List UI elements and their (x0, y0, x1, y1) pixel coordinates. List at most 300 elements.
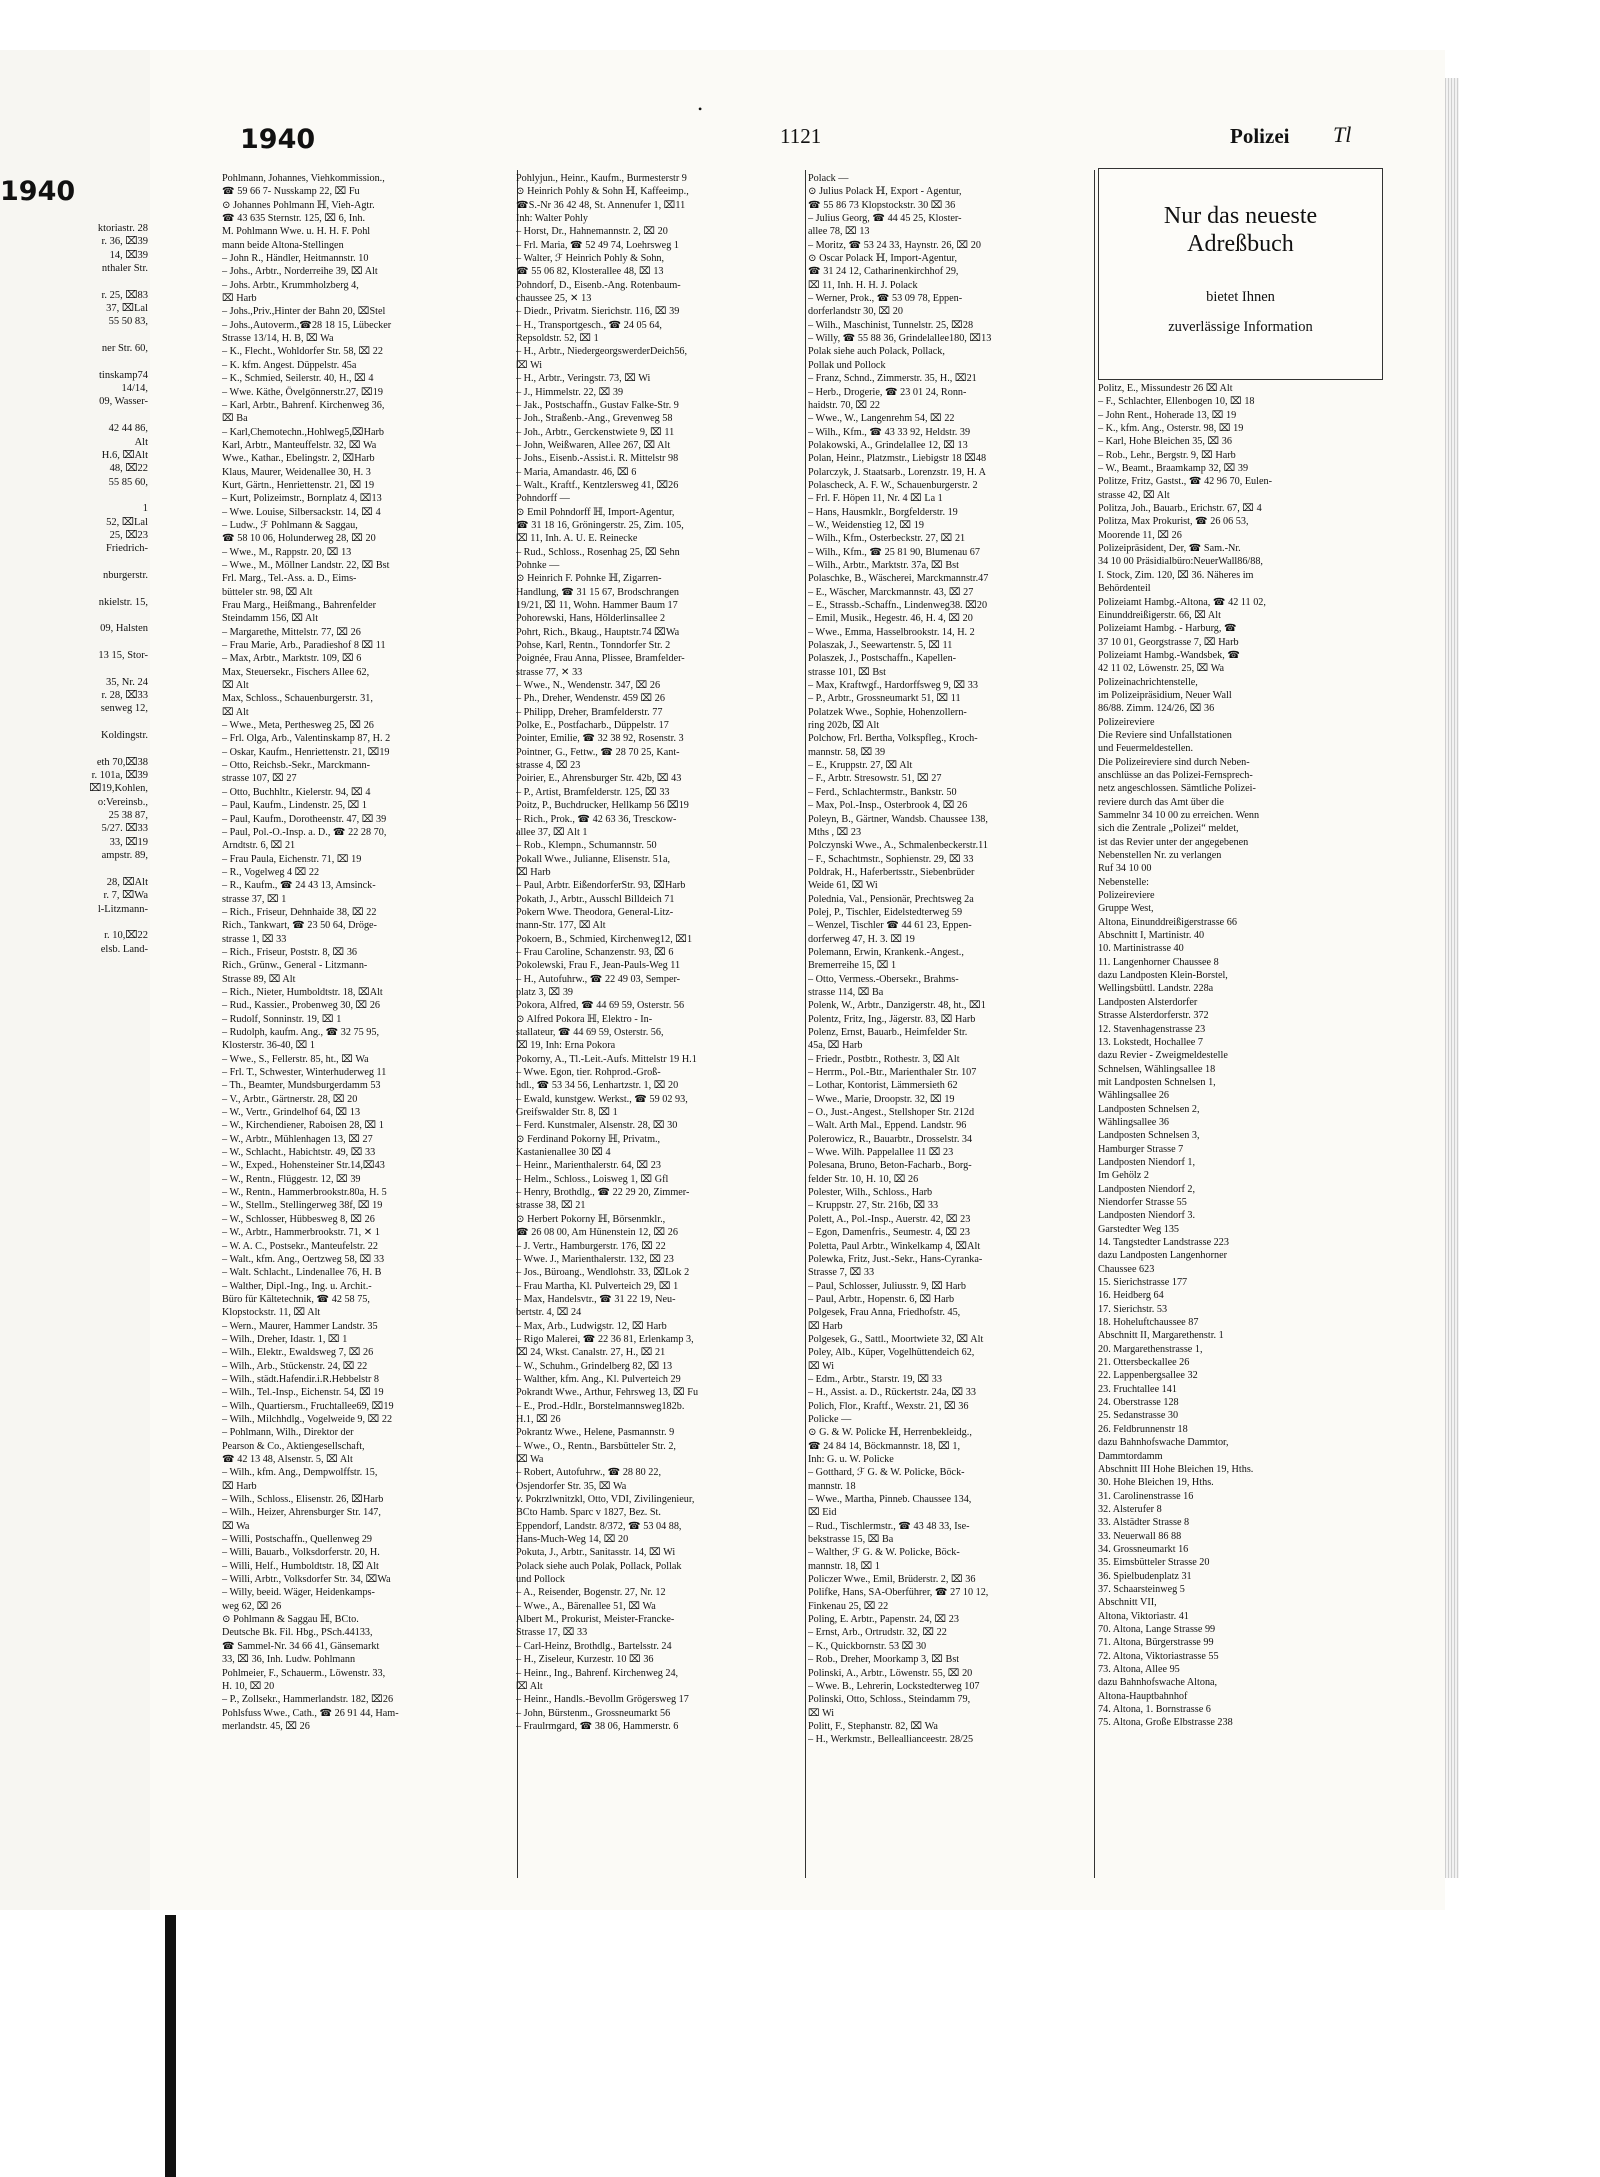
directory-entry: Polaszak, J., Seewartenstr. 5, ⌧ 11 (808, 640, 953, 652)
directory-entry: reviere durch das Amt über die (1098, 796, 1224, 808)
directory-entry: 18. Hoheluftchaussee 87 (1098, 1317, 1199, 1329)
directory-entry: 22. Lappenbergsallee 32 (1098, 1370, 1198, 1382)
directory-entry: dorferweg 47, H. 3. ⌧ 19 (808, 933, 915, 945)
directory-entry: – Paul, Arbtr. EißendorferStr. 93, ⌧Harb (516, 880, 686, 892)
directory-entry: – Diedr., Privatm. Sierichstr. 116, ⌧ 39 (516, 306, 680, 318)
directory-entry: – Wilh., Schloss., Elisenstr. 26, ⌧Harb (222, 1494, 384, 1506)
directory-entry: ⌧ Wa (222, 1520, 250, 1532)
directory-entry: dazu Bahnhofswache Dammtor, (1098, 1437, 1229, 1449)
directory-entry: Abschnitt I, Martinistr. 40 (1098, 930, 1205, 942)
left-fragment-line: 09, Halsten (100, 623, 148, 635)
directory-entry: Schnelsen, Wählingsallee 18 (1098, 1063, 1216, 1075)
directory-entry: Polizeireviere (1098, 716, 1155, 728)
directory-entry: dazu Revier - Zweigmeldestelle (1098, 1050, 1228, 1062)
directory-entry: – R., Vogelweg 4 ⌧ 22 (222, 866, 320, 878)
directory-entry: 11. Langenhorner Chaussee 8 (1098, 956, 1219, 968)
directory-entry: Pohnke — (516, 559, 560, 571)
directory-entry: – Karl, Hohe Bleichen 35, ⌧ 36 (1098, 436, 1232, 448)
directory-entry: – Lothar, Kontorist, Lämmersieth 62 (808, 1080, 958, 1092)
directory-entry: Greifswalder Str. 8, ⌧ 1 (516, 1107, 618, 1119)
directory-entry: Pohlyjun., Heinr., Kaufm., Burmesterstr 9 (516, 173, 687, 184)
directory-entry: – P., Artist, Bramfelderstr. 125, ⌧ 33 (516, 786, 670, 798)
left-fragment-line: Koldingstr. (101, 730, 148, 742)
directory-entry: 86/88. Zimm. 124/26, ⌧ 36 (1098, 703, 1215, 715)
directory-entry: – Walther, ℱ G. & W. Policke, Böck- (808, 1547, 960, 1559)
directory-entry: Finkenau 25, ⌧ 22 (808, 1600, 889, 1612)
directory-entry: – E., Wäscher, Marckmannstr. 43, ⌧ 27 (808, 586, 974, 598)
directory-entry: – Paul, Kaufm., Dorotheenstr. 47, ⌧ 39 (222, 813, 387, 825)
directory-entry: – Wenzel, Tischler ☎ 44 61 23, Eppen- (808, 920, 972, 932)
directory-entry: strasse 107, ⌧ 27 (222, 773, 297, 785)
directory-entry: – Max, Handelsvtr., ☎ 31 22 19, Neu- (516, 1293, 676, 1305)
directory-entry: – W., Stellm., Stellingerweg 38f, ⌧ 19 (222, 1200, 383, 1212)
directory-entry: ⌧ Wa (516, 1454, 544, 1465)
directory-entry: – Frl. Maria, ☎ 52 49 74, Loehrsweg 1 (516, 239, 679, 251)
directory-entry: – Johs.,Priv.,Hinter der Bahn 20, ⌧Stel (222, 306, 386, 318)
directory-entry: – Frl. F. Höpen 11, Nr. 4 ⌧ La 1 (808, 493, 943, 505)
directory-entry: ☎ 31 24 12, Catharinenkirchhof 29, (808, 266, 959, 278)
directory-entry: – W., Rentn., Flüggestr. 12, ⌧ 39 (222, 1173, 361, 1185)
directory-entry: – Ph., Dreher, Wendenstr. 459 ⌧ 26 (516, 693, 665, 705)
left-fragment-line (0, 916, 148, 929)
directory-entry: – Wwe., M., Rappstr. 20, ⌧ 13 (222, 546, 352, 558)
left-fragment-line: r. 10,⌧22 (104, 930, 148, 942)
directory-entry: – H., Arbtr., Veringstr. 73, ⌧ Wi (516, 373, 651, 385)
directory-entry: – Rudolph, kaufm. Ang., ☎ 32 75 95, (222, 1027, 380, 1038)
directory-entry: – Paul, Schlosser, Juliusstr. 9, ⌧ Harb (808, 1280, 966, 1292)
directory-entry: – Wwe., A., Bärenallee 51, ⌧ Wa (516, 1600, 656, 1612)
directory-entry: Polizeiamt Hambg.-Wandsbek, ☎ (1098, 649, 1241, 661)
directory-entry: Strasse 7, ⌧ 33 (808, 1267, 875, 1279)
directory-entry: – W., Weidenstieg 12, ⌧ 19 (808, 519, 924, 531)
directory-entry: Pohse, Karl, Rentn., Tonndorfer Str. 2 (516, 640, 671, 652)
directory-entry: Pointer, Emilie, ☎ 32 38 92, Rosenstr. 3 (516, 733, 684, 745)
directory-entry: Polascheck, A. F. W., Schauenburgerstr. 2 (808, 479, 978, 491)
ad-line-4: zuverlässige Information (1168, 319, 1313, 335)
directory-entry: – John, Weißwaren, Allee 267, ⌧ Alt (516, 439, 671, 451)
directory-entry: netz angeschlossen. Sämtliche Polizei- (1098, 783, 1256, 795)
directory-entry: Polan, Heinr., Platzmstr., Liebigstr 18 ⌧48 (808, 453, 987, 465)
directory-entry: – Helm., Schloss., Loisweg 1, ⌧ Gfl (516, 1173, 669, 1185)
directory-entry: – Rich., Friseur, Poststr. 8, ⌧ 36 (222, 946, 358, 958)
directory-entry: ☎ 42 13 48, Alsenstr. 5, ⌧ Alt (222, 1454, 353, 1465)
section-name: Polizei (1230, 124, 1290, 148)
directory-entry: Rich., Grünw., General - Litzmann- (222, 960, 368, 972)
directory-entry: 32. Alsterufer 8 (1098, 1503, 1162, 1515)
directory-column-4 (1098, 382, 1384, 1730)
directory-entry: Wählingsallee 26 (1098, 1090, 1170, 1102)
directory-entry: Frl. Marg., Tel.-Ass. a. D., Eims- (222, 573, 357, 585)
directory-entry: Pollak und Pollock (808, 359, 886, 371)
directory-entry: Polemann, Erwin, Krankenk.-Angest., (808, 946, 964, 958)
directory-entry: – Wilh., Kfm., ☎ 25 81 90, Blumenau 67 (808, 546, 980, 558)
directory-entry: – Julius Georg, ☎ 44 45 25, Kloster- (808, 213, 962, 225)
directory-entry: 12. Stavenhagenstrasse 23 (1098, 1023, 1206, 1035)
left-fragment-line: 48, ⌧22 (109, 463, 148, 475)
directory-entry: Pohorewski, Hans, Hölderlinsallee 2 (516, 613, 666, 625)
directory-entry: mann-Str. 177, ⌧ Alt (516, 920, 606, 932)
directory-entry: – Jos., Büroang., Wendlohstr. 33, ⌧Lok 2 (516, 1267, 690, 1279)
directory-entry: – Willi, Bauarb., Volksdorferstr. 20, H. (222, 1547, 380, 1559)
directory-entry: 31. Carolinenstrasse 16 (1098, 1490, 1194, 1502)
directory-entry: Politza, Joh., Bauarb., Erichstr. 67, ⌧ 4 (1098, 503, 1262, 515)
directory-entry: Klosterstr. 36-40, ⌧ 1 (222, 1040, 315, 1052)
directory-entry: ⌧ 11, Inh. A. U. E. Reinecke (516, 533, 638, 545)
directory-entry: Pokath, J., Arbtr., Ausschl Billdeich 71 (516, 893, 675, 905)
directory-entry: – Max, Pol.-Insp., Osterbrook 4, ⌧ 26 (808, 800, 968, 812)
directory-entry: ⌧ Ba (222, 413, 248, 425)
directory-entry: Hamburger Strasse 7 (1098, 1143, 1184, 1155)
left-fragment-line: r. 7, ⌧Wa (103, 890, 148, 902)
directory-entry: mannstr. 58, ⌧ 39 (808, 746, 886, 758)
directory-entry: anschlüsse an das Polizei-Fernsprech- (1098, 769, 1253, 781)
directory-entry: – Rigo Malerei, ☎ 22 36 81, Erlenkamp 3, (516, 1333, 694, 1345)
directory-entry: ⌧ Harb (808, 1320, 843, 1332)
directory-entry: – Wwe., W., Langenrehm 54, ⌧ 22 (808, 413, 955, 425)
directory-entry: strasse 42, ⌧ Alt (1098, 489, 1170, 501)
directory-entry: – Max, Arbtr., Marktstr. 109, ⌧ 6 (222, 653, 362, 665)
ad-line-3: bietet Ihnen (1206, 289, 1275, 305)
directory-entry: Pointner, G., Fettw., ☎ 28 70 25, Kant- (516, 746, 680, 758)
directory-entry: – W., Rentn., Hammerbrookstr.80a, H. 5 (222, 1187, 387, 1199)
directory-entry: – K., Flecht., Wohldorfer Str. 58, ⌧ 22 (222, 346, 383, 358)
directory-entry: Polinski, A., Arbtr., Löwenstr. 55, ⌧ 20 (808, 1667, 973, 1679)
directory-entry: platz 3, ⌧ 39 (516, 986, 574, 998)
page-stack-edge (1445, 78, 1459, 1878)
directory-entry: – Jak., Postschaffn., Gustav Falke-Str. 9 (516, 399, 679, 411)
left-fragment-line (0, 609, 148, 622)
directory-entry: Polich, Flor., Kraftf., Wexstr. 21, ⌧ 36 (808, 1400, 969, 1412)
directory-entry: 24. Oberstrasse 128 (1098, 1397, 1179, 1409)
directory-entry: strasse 4, ⌧ 23 (516, 760, 581, 772)
directory-entry: Polesana, Bruno, Beton-Facharb., Borg- (808, 1160, 972, 1172)
directory-entry: 13. Lokstedt, Hochallee 7 (1098, 1036, 1203, 1048)
directory-entry: – Wilh., Quartiersm., Fruchtallee69, ⌧19 (222, 1400, 394, 1412)
directory-entry: – F., Schlachter, Ellenbogen 10, ⌧ 18 (1098, 396, 1255, 408)
directory-entry: ⌧ Alt (222, 680, 249, 692)
directory-entry: – Willy, ☎ 55 88 36, Grindelallee180, ⌧13 (808, 333, 992, 345)
directory-entry: mannstr. 18 (808, 1480, 856, 1492)
directory-entry: ☎ 59 66 7- Nusskamp 22, ⌧ Fu (222, 186, 360, 198)
directory-entry: ⊙ Herbert Pokorny ℍ, Börsenmklr., (516, 1213, 666, 1225)
directory-entry: – Wwe., Emma, Hasselbrookstr. 14, H. 2 (808, 626, 975, 638)
directory-entry: 19/21, ⌧ 11, Wohn. Hammer Baum 17 (516, 600, 678, 611)
directory-entry: mit Landposten Schnelsen 1, (1098, 1076, 1216, 1088)
directory-entry: – Rich., Prok., ☎ 42 63 36, Tresckow- (516, 813, 677, 825)
left-fragment-line: r. 36, ⌧39 (101, 236, 148, 248)
directory-entry: – Wilh., Arb., Stückenstr. 24, ⌧ 22 (222, 1360, 368, 1372)
directory-entry: Pokolewski, Frau F., Jean-Pauls-Weg 11 (516, 960, 681, 972)
directory-entry: Rich., Tankwart, ☎ 23 50 64, Dröge- (222, 920, 377, 932)
left-fragment-line: senweg 12, (100, 703, 148, 715)
directory-entry: – Wern., Maurer, Hammer Landstr. 35 (222, 1320, 378, 1332)
directory-entry: Pokern Wwe. Theodora, General-Litz- (516, 906, 674, 918)
left-fragment-line: r. 101a, ⌧39 (91, 770, 148, 782)
left-fragment-line: 33, ⌧19 (109, 836, 148, 848)
directory-entry: – Ludw., ℱ Pohlmann & Saggau, (222, 519, 358, 531)
directory-entry: – Ferd., Schlachtermstr., Bankstr. 50 (808, 786, 957, 798)
directory-entry: Polgesek, Frau Anna, Friedhofstr. 45, (808, 1307, 961, 1319)
directory-entry: stallateur, ☎ 44 69 59, Osterstr. 56, (516, 1027, 664, 1038)
page-year: 1940 (240, 124, 316, 155)
directory-entry: – Moritz, ☎ 53 24 33, Haynstr. 26, ⌧ 20 (808, 239, 981, 251)
directory-entry: ⌧ Alt (222, 706, 249, 718)
directory-entry: 42 11 02, Löwenstr. 25, ⌧ Wa (1098, 663, 1225, 675)
left-fragment-line: ⌧19,Kohlen, (89, 783, 148, 795)
section-letter: Tl (1333, 122, 1352, 147)
directory-entry: Strasse 89, ⌧ Alt (222, 973, 296, 985)
left-fragment-line (0, 275, 148, 288)
directory-entry: ist das Revier unter der angegebenen (1098, 836, 1249, 848)
directory-entry: allee 37, ⌧ Alt 1 (516, 826, 588, 838)
directory-entry: Landposten Schnelsen 3, (1098, 1130, 1200, 1142)
page-number: 1121 (780, 124, 822, 148)
left-fragment-line: 55 85 60, (108, 476, 148, 488)
directory-entry: – Margarethe, Mittelstr. 77, ⌧ 26 (222, 626, 361, 638)
directory-entry: Strasse 13/14, H. B, ⌧ Wa (222, 333, 334, 345)
directory-entry: Pohlmeier, F., Schauerm., Löwenstr. 33, (222, 1667, 386, 1679)
directory-entry: Osjendorfer Str. 35, ⌧ Wa (516, 1480, 627, 1492)
directory-entry: Behördenteil (1098, 583, 1151, 595)
directory-entry: – Carl-Heinz, Brothdlg., Bartelsstr. 24 (516, 1640, 672, 1652)
directory-entry: ☎S.-Nr 36 42 48, St. Annenufer 1, ⌧11 (516, 199, 686, 211)
directory-entry: – Joh., Straßenb.-Ang., Grevenweg 58 (516, 413, 673, 425)
directory-entry: – O., Just.-Angest., Stellshoper Str. 212d (808, 1107, 975, 1119)
directory-entry: strasse 101, ⌧ Bst (808, 666, 886, 678)
directory-entry: 34 10 00 Präsidialbüro:NeuerWall86/88, (1098, 556, 1263, 568)
directory-entry: – Willi, Postschaffn., Quellenweg 29 (222, 1534, 373, 1546)
left-fragment-line: Friedrich- (106, 543, 148, 555)
directory-entry: dazu Landposten Klein-Borstel, (1098, 970, 1228, 982)
directory-entry: ⌧ Harb (516, 866, 551, 878)
directory-entry: – Wwe., Meta, Perthesweg 25, ⌧ 26 (222, 720, 374, 732)
directory-entry: – A., Reisender, Bogenstr. 27, Nr. 12 (516, 1587, 666, 1599)
directory-entry: und Pollock (516, 1574, 565, 1586)
directory-entry: Polinski, Otto, Schloss., Steindamm 79, (808, 1694, 971, 1706)
directory-entry: – Heinr., Handls.-Bevollm Grögersweg 17 (516, 1694, 689, 1706)
directory-entry: ⌧ Harb (222, 293, 257, 305)
directory-entry: Polaschke, B., Wäscherei, Marckmannstr.47 (808, 573, 989, 585)
left-fragment-line: 09, Wasser- (99, 396, 148, 408)
directory-entry: im Polizeipräsidium, Neuer Wall (1098, 689, 1232, 701)
directory-entry: – Wilh., Tel.-Insp., Eichenstr. 54, ⌧ 19 (222, 1387, 384, 1399)
directory-entry: – Walther, Dipl.-Ing., Ing. u. Archit.- (222, 1280, 372, 1292)
directory-entry: 71. Altona, Bürgerstrasse 99 (1098, 1637, 1214, 1649)
directory-entry: 37. Schaarsteinweg 5 (1098, 1583, 1185, 1595)
directory-entry: Inh: G. u. W. Policke (808, 1454, 894, 1465)
directory-entry: Landposten Niendorf 3. (1098, 1210, 1196, 1222)
directory-entry: hdl., ☎ 53 34 56, Lenhartzstr. 1, ⌧ 20 (516, 1080, 679, 1092)
directory-entry: – H., Assist. a. D., Rückertstr. 24a, ⌧ 33 (808, 1387, 976, 1399)
directory-entry: Nebenstellen Nr. zu verlangen (1098, 850, 1222, 862)
directory-entry: 14. Tangstedter Landstrasse 223 (1098, 1237, 1229, 1248)
directory-entry: 26. Feldbrunnenstr 18 (1098, 1423, 1188, 1435)
directory-entry: Garstedter Weg 135 (1098, 1223, 1180, 1235)
directory-entry: dorferlandstr 30, ⌧ 20 (808, 306, 903, 318)
directory-entry: – Walt. Schlacht., Lindenallee 76, H. B (222, 1267, 382, 1279)
directory-entry: weg 62, ⌧ 26 (222, 1600, 282, 1612)
directory-entry: Polke, E., Postfacharb., Düppelstr. 17 (516, 720, 669, 732)
directory-entry: Poldrak, H., Haferbertsstr., Siebenbrüder (808, 866, 975, 878)
directory-entry: – Friedr., Postbtr., Rothestr. 3, ⌧ Alt (808, 1053, 960, 1065)
left-fragment-line (0, 863, 148, 876)
directory-entry: – Rich., Nieter, Humboldtstr. 18, ⌧Alt (222, 986, 383, 998)
left-fragment-line: nthaler Str. (101, 263, 148, 275)
directory-entry: – Willi, Arbtr., Volksdorfer Str. 34, ⌧Wa (222, 1574, 391, 1586)
directory-entry: Polizeiamt Hambg. - Harburg, ☎ (1098, 623, 1237, 635)
directory-entry: Pohndorf, D., Eisenb.-Ang. Rotenbaum- (516, 279, 681, 291)
directory-entry: – K., Quickbornstr. 53 ⌧ 30 (808, 1640, 927, 1652)
directory-entry: – Rud., Kassier., Probenweg 30, ⌧ 26 (222, 1000, 381, 1012)
directory-entry: – Willy, beeid. Wäger, Heidenkamps- (222, 1587, 375, 1599)
directory-entry: – Wwe., N., Wendenstr. 347, ⌧ 26 (516, 680, 661, 692)
left-fragment-line: l-Litzmann- (97, 903, 148, 915)
directory-entry: Polett, A., Pol.-Insp., Auerstr. 42, ⌧ 23 (808, 1213, 971, 1225)
directory-entry: Büro für Kältetechnik, ☎ 42 58 75, (222, 1293, 370, 1305)
ad-line-2: Adreßbuch (1187, 231, 1294, 257)
directory-entry: sich die Zentrale „Polizei“ meldet, (1098, 823, 1239, 835)
directory-entry: Frau Marg., Heißmang., Bahrenfelder (222, 600, 376, 611)
left-fragment-line: nburgerstr. (102, 569, 148, 581)
directory-entry: Polak siehe auch Polack, Pollack, (808, 346, 945, 358)
directory-entry: Klopstockstr. 11, ⌧ Alt (222, 1307, 321, 1319)
directory-entry: Inh: Walter Pohly (516, 213, 588, 225)
directory-entry: bekstrasse 15, ⌧ Ba (808, 1534, 894, 1546)
directory-entry: Polifke, Hans, SA-Oberführer, ☎ 27 10 12, (808, 1587, 989, 1599)
directory-entry: – E., Strassb.-Schaffn., Lindenweg38. ⌧20 (808, 600, 988, 611)
directory-entry: – Robert, Autofuhrw., ☎ 28 80 22, (516, 1467, 662, 1479)
directory-entry: – John Rent., Hoherade 13, ⌧ 19 (1098, 409, 1237, 421)
directory-entry: ⊙ Johannes Pohlmann ℍ, Vieh-Agtr. (222, 199, 375, 211)
directory-entry: ⌧ Wi (808, 1707, 835, 1719)
directory-entry: ☎ 43 635 Sternstr. 125, ⌧ 6, Inh. (222, 213, 365, 225)
directory-entry: ⌧ 11, Inh. H. H. J. Polack (808, 279, 918, 291)
directory-entry: merlandstr. 45, ⌧ 26 (222, 1720, 310, 1732)
directory-entry: Ruf 34 10 00 (1098, 863, 1152, 875)
directory-entry: Mths , ⌧ 23 (808, 826, 862, 838)
directory-entry: – Walt., kfm. Ang., Oertzweg 58, ⌧ 33 (222, 1253, 385, 1265)
directory-entry: ring 202b, ⌧ Alt (808, 720, 880, 732)
left-fragment-line (0, 582, 148, 595)
directory-entry: Polizeipräsident, Der, ☎ Sam.-Nr. (1098, 543, 1241, 555)
directory-entry: Landposten Alsterdorfer (1098, 996, 1198, 1008)
directory-entry: ☎ 24 84 14, Böckmannstr. 18, ⌧ 1, (808, 1440, 961, 1452)
directory-entry: ⌧ Eid (808, 1507, 837, 1519)
directory-entry: ⊙ Emil Pohndorff ℍ, Import-Agentur, (516, 506, 675, 518)
directory-entry: felder Str. 10, H. 10, ⌧ 26 (808, 1173, 919, 1185)
directory-entry: – F., Schachtmstr., Sophienstr. 29, ⌧ 33 (808, 853, 974, 865)
directory-entry: Kurt, Gärtn., Henriettenstr. 21, ⌧ 19 (222, 479, 375, 491)
directory-entry: ☎ Sammel-Nr. 34 66 41, Gänsemarkt (222, 1640, 380, 1652)
directory-entry: – V., Arbtr., Gärtnerstr. 28, ⌧ 20 (222, 1093, 358, 1105)
scan-margin-bar (165, 1915, 176, 2177)
directory-entry: Landposten Schnelsen 2, (1098, 1103, 1200, 1115)
directory-entry: Landposten Niendorf 1, (1098, 1156, 1196, 1168)
left-fragment-line: 5/27. ⌧33 (101, 823, 148, 835)
directory-entry: – W., Beamt., Braamkamp 32, ⌧ 39 (1098, 463, 1249, 475)
directory-entry: Polatzek Wwe., Sophie, Hohenzollern- (808, 706, 967, 718)
directory-entry: Karl, Arbtr., Manteuffelstr. 32, ⌧ Wa (222, 439, 377, 451)
directory-entry: – Paul, Kaufm., Lindenstr. 25, ⌧ 1 (222, 800, 368, 812)
left-fragment-line: o:Vereinsb., (97, 796, 148, 808)
directory-entry: haidstr. 70, ⌧ 22 (808, 399, 881, 411)
left-fragment-line: eth 70,⌧38 (96, 756, 148, 768)
left-fragment-line: 14/14, (121, 383, 148, 395)
directory-entry: – Rob., Klempn., Schumannstr. 50 (516, 840, 657, 852)
ad-line-1: Nur das neueste (1163, 203, 1318, 229)
directory-entry: H.1, ⌧ 26 (516, 1413, 561, 1425)
directory-entry: – Joh., Arbtr., Gerckenstwiete 9, ⌧ 11 (516, 426, 675, 438)
directory-entry: chaussee 25, ✕ 13 (516, 293, 592, 305)
directory-entry: H. 10, ⌧ 20 (222, 1680, 275, 1692)
directory-entry: 16. Heidberg 64 (1098, 1290, 1164, 1302)
directory-entry: – Horst, Dr., Hahnemannstr. 2, ⌧ 20 (516, 226, 668, 238)
directory-entry: – H., Werkmstr., Belleallianceestr. 28/25 (808, 1734, 974, 1746)
directory-entry: Poley, Alb., Küper, Vogelhüttendeich 62, (808, 1347, 975, 1359)
directory-entry: Kastanienallee 30 ⌧ 4 (516, 1147, 611, 1159)
directory-entry: – Wwe., O., Rentn., Barsbütteler Str. 2, (516, 1440, 676, 1452)
directory-entry: Abschnitt II, Margarethenstr. 1 (1098, 1330, 1224, 1342)
directory-entry: – H., Ziseleur, Kurzestr. 10 ⌧ 36 (516, 1654, 654, 1666)
directory-entry: – Wwe. J., Marienthalerstr. 132, ⌧ 23 (516, 1253, 674, 1265)
directory-entry: – Johs.,Autoverm.,☎28 18 15, Lübecker (222, 319, 392, 331)
directory-entry: – Frau Paula, Eichenstr. 71, ⌧ 19 (222, 853, 362, 865)
directory-entry: – W., Vertr., Grindelhof 64, ⌧ 13 (222, 1107, 361, 1119)
left-fragment-line: 35, Nr. 24 (106, 676, 148, 688)
directory-entry: – Rob., Lehr., Bergstr. 9, ⌧ Harb (1098, 449, 1236, 461)
directory-entry: Wählingsallee 36 (1098, 1116, 1170, 1128)
directory-entry: – Wilh., Arbtr., Marktstr. 37a, ⌧ Bst (808, 559, 959, 571)
directory-entry: Policke — (808, 1413, 852, 1425)
directory-entry: 70. Altona, Lange Strasse 99 (1098, 1623, 1216, 1635)
directory-entry: 33. Alstädter Strasse 8 (1098, 1517, 1190, 1529)
directory-entry: Albert M., Prokurist, Meister-Francke- (516, 1614, 675, 1626)
directory-entry: Politz, E., Missundestr 26 ⌧ Alt (1098, 383, 1233, 394)
directory-entry: Strasse Alsterdorferstr. 372 (1098, 1010, 1209, 1022)
directory-entry: – Kruppstr. 27, Str. 216b, ⌧ 33 (808, 1200, 939, 1212)
directory-entry: ☎ 55 06 82, Klosterallee 48, ⌧ 13 (516, 266, 664, 278)
left-fragment-line: ner Str. 60, (101, 343, 148, 355)
directory-entry: – E., Kruppstr. 27, ⌧ Alt (808, 760, 913, 772)
directory-entry: ⊙ Alfred Pokora ℍ, Elektro - In- (516, 1013, 653, 1025)
directory-entry: – Hans, Hausmklr., Borgfelderstr. 19 (808, 506, 958, 518)
directory-entry: Wwe., Kathar., Ebelingstr. 2, ⌧Harb (222, 453, 375, 465)
directory-entry: Weide 61, ⌧ Wi (808, 880, 878, 892)
directory-entry: ⊙ Ferdinand Pokorny ℍ, Privatm., (516, 1133, 661, 1145)
directory-entry: Polchow, Frl. Bertha, Volkspfleg., Kroch- (808, 733, 978, 745)
directory-entry: 35. Eimsbütteler Strasse 20 (1098, 1557, 1210, 1569)
ink-dot: • (698, 102, 703, 116)
left-fragment-line: 37, ⌧Lal (106, 303, 148, 315)
directory-entry: 21. Ottersbeckallee 26 (1098, 1357, 1190, 1369)
directory-entry: Bremerreihe 15, ⌧ 1 (808, 960, 897, 972)
directory-entry: Policzer Wwe., Emil, Brüderstr. 2, ⌧ 36 (808, 1574, 976, 1586)
directory-entry: Poignée, Frau Anna, Plissee, Bramfelder- (516, 653, 685, 665)
directory-column-1 (222, 172, 522, 1733)
directory-entry: Niendorfer Strasse 55 (1098, 1196, 1187, 1208)
directory-entry: – Walter, ℱ Heinrich Pohly & Sohn, (516, 253, 665, 265)
directory-entry: ⌧ Harb (222, 1480, 257, 1492)
directory-entry: – Rudolf, Sonninstr. 19, ⌧ 1 (222, 1013, 342, 1025)
left-page-fragments (0, 222, 148, 956)
directory-entry: M. Pohlmann Wwe. u. H. H. F. Pohl (222, 226, 371, 238)
directory-entry: Pokrantz Wwe., Helene, Pasmannstr. 9 (516, 1427, 675, 1439)
left-fragment-line (0, 636, 148, 649)
directory-entry: Politza, Max Prokurist, ☎ 26 06 53, (1098, 516, 1249, 528)
directory-entry: – Rud., Schloss., Rosenhag 25, ⌧ Sehn (516, 546, 680, 558)
directory-entry: strasse 37, ⌧ 1 (222, 893, 287, 905)
directory-entry: – W., Schuhm., Grindelberg 82, ⌧ 13 (516, 1360, 673, 1372)
